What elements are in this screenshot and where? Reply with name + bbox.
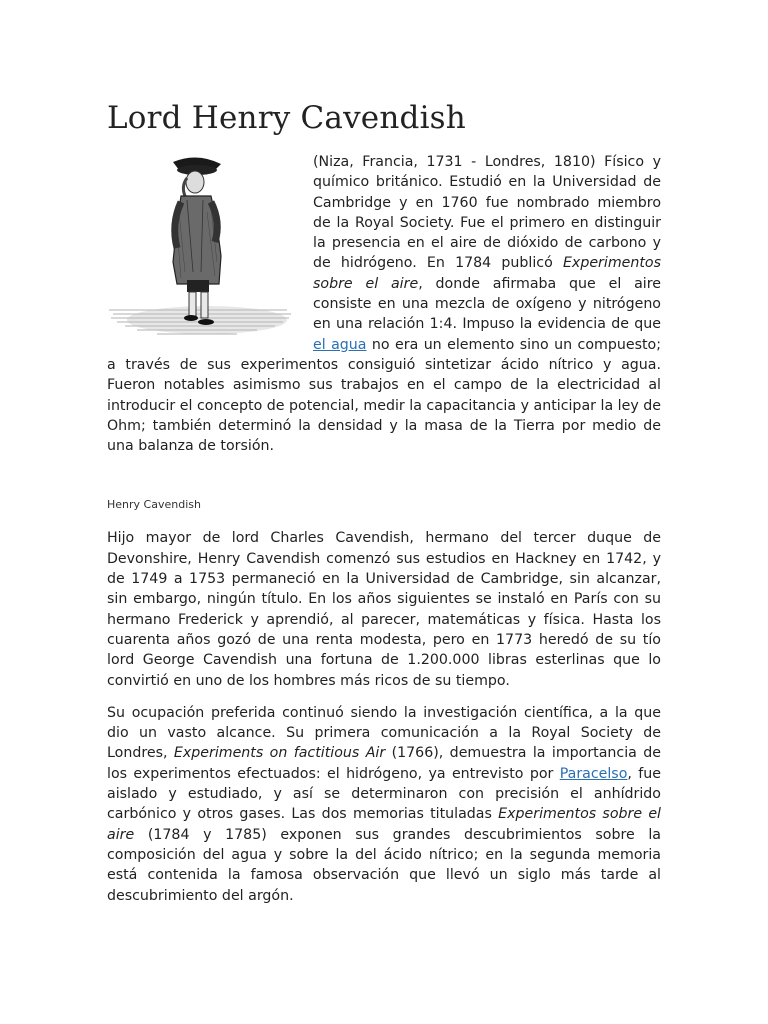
intro-book-title: Experimentos sobre el aire xyxy=(313,255,661,292)
page-title: Lord Henry Cavendish xyxy=(107,100,466,136)
intro-text-2: , donde afirmaba que el aire consiste en una mezcla de oxígeno y nitrógeno en una relación 1:4. Impuso la evidencia de que xyxy=(313,275,661,333)
research-text-4: (1784 y 1785) exponen sus grandes descubrimientos sobre la composición del agua y sobre la del ácido nítrico; en la segunda memoria está contenida la famosa observación que llevó un siglo más tarde al descubrimiento del argón. xyxy=(107,826,661,904)
link-paracelso[interactable]: Paracelso xyxy=(559,765,628,782)
biography-paragraph: Hijo mayor de lord Charles Cavendish, hermano del tercer duque de Devonshire, Henry Cavendish comenzó sus estudios en Hackney en 1742, y de 1749 a 1753 permaneció en la Universidad de Cambridge, sin alcanzar, sin embargo, ningún título. En los años siguientes se instaló en París con su hermano Frederick y aprendió, al parecer, matemáticas y física. Hasta los cuarenta años gozó de una renta modesta, pero en 1773 heredó de su tío lord George Cavendish una fortuna de 1.200.000 libras esterlinas que lo convirtió en uno de los hombres más ricos de su tiempo. xyxy=(107,530,661,689)
research-book-title-2: Experimentos sobre el aire xyxy=(107,806,661,843)
link-el-agua[interactable]: el agua xyxy=(313,336,367,353)
image-caption: Henry Cavendish xyxy=(107,498,201,512)
intro-text-3: no era un elemento sino un compuesto; a través de sus experimentos consiguió sintetizar ácido nítrico y agua. Fueron notables asimismo sus trabajos en el campo de la electricidad al introducir el concepto de potencial, medir la capacitancia y anticipar la ley de Ohm; también determinó la densidad y la masa de la Tierra por medio de una balanza de torsión. xyxy=(107,336,661,455)
cavendish-portrait xyxy=(107,152,293,342)
intro-text-1: (Niza, Francia, 1731 - Londres, 1810) Físico y químico británico. Estudió en la Universidad de Cambridge y en 1760 fue nombrado miembro de la Royal Society. Fue el primero en distinguir la presencia en el aire de dióxido de carbono y de hidrógeno. En 1784 publicó xyxy=(313,154,661,272)
article xyxy=(107,98,661,906)
research-text-2: (1766), demuestra la importancia de los experimentos efectuados: el hidrógeno, ya entrevisto por xyxy=(107,745,661,782)
research-text-3: , fue aislado y estudiado, y así se determinaron con precisión el anhídrido carbónico y otros gases. Las dos memorias tituladas xyxy=(107,765,661,823)
research-paragraph xyxy=(107,703,661,906)
research-book-title-1: Experiments on factitious Air xyxy=(173,745,386,762)
research-text-1: Su ocupación preferida continuó siendo la investigación científica, a la que dio un vasto alcance. Su primera comunicación a la Royal Society de Londres, xyxy=(107,704,661,762)
